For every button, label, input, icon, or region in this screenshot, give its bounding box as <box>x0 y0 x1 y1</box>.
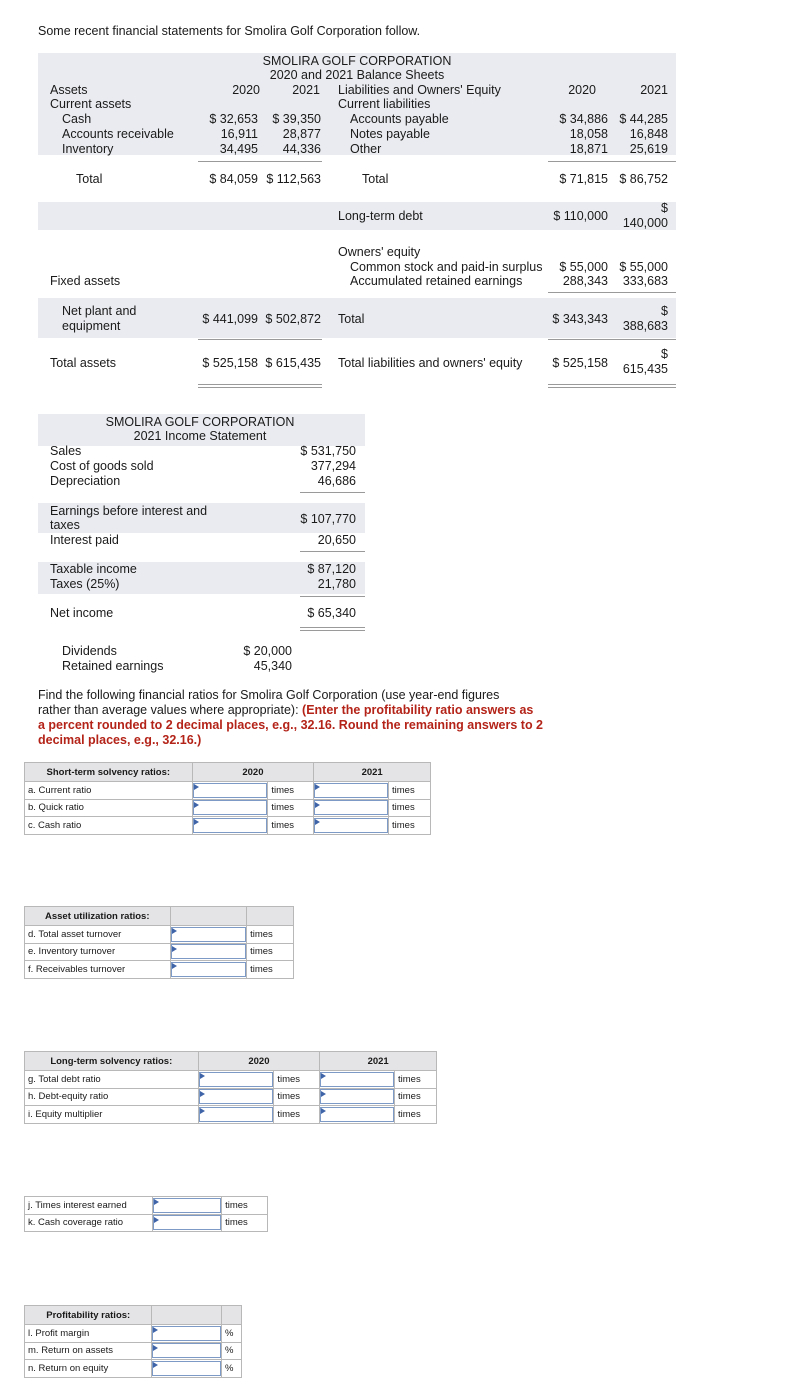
unit-label: times <box>389 799 431 817</box>
ltd-2021-sign: $ <box>661 201 668 215</box>
answer-cell <box>152 1197 222 1215</box>
answer-cell <box>314 799 389 817</box>
cash-2021: $ 39,350 <box>272 112 321 126</box>
assets-year-2020: 2020 <box>232 83 260 97</box>
row-label: d. Total asset turnover <box>25 926 171 944</box>
taxes-value: 21,780 <box>317 577 356 591</box>
cash-label: Cash <box>62 112 92 126</box>
is-company: SMOLIRA GOLF CORPORATION <box>105 415 295 429</box>
ap-2021: $ 44,285 <box>619 112 668 126</box>
dividends-label: Dividends <box>62 644 117 658</box>
table-header <box>25 1052 437 1071</box>
unit-label: times <box>389 817 431 835</box>
col-2021: 2021 <box>314 763 431 782</box>
net-plant-label-1: Net plant and <box>62 304 137 318</box>
double-rule <box>300 627 365 631</box>
owners-equity-label: Owners' equity <box>338 245 421 259</box>
liab-year-2020: 2020 <box>568 83 596 97</box>
cl-total-2021: $ 86,752 <box>619 172 668 186</box>
is-title: 2021 Income Statement <box>133 429 267 443</box>
header-blank <box>152 1306 222 1325</box>
inventory-label: Inventory <box>62 142 114 156</box>
net-income-value: $ 65,340 <box>307 606 356 620</box>
unit-label: times <box>268 817 314 835</box>
is-retained-label: Retained earnings <box>62 659 164 673</box>
asset-util-table <box>24 906 294 979</box>
unit-label: times <box>222 1197 268 1215</box>
current-ratio-2021-input[interactable] <box>314 783 388 798</box>
ltd-2021: 140,000 <box>622 216 668 230</box>
col-2020: 2020 <box>198 1052 320 1071</box>
col-2021: 2021 <box>320 1052 437 1071</box>
ar-2020: 16,911 <box>220 127 258 141</box>
unit-label: times <box>274 1088 320 1106</box>
cl-total-2020: $ 71,815 <box>559 172 608 186</box>
short-term-table <box>24 762 431 835</box>
instructions-line-2 <box>38 703 533 717</box>
unit-label: times <box>274 1106 320 1124</box>
rule <box>198 339 322 340</box>
unit-label: times <box>395 1088 437 1106</box>
equity-multiplier-2020-input[interactable] <box>199 1107 274 1122</box>
table-row <box>25 799 431 817</box>
ebit-value: $ 107,770 <box>300 512 356 526</box>
row-label: k. Cash coverage ratio <box>25 1214 153 1232</box>
answer-cell <box>170 926 247 944</box>
row-label: l. Profit margin <box>25 1325 152 1343</box>
ap-2020: $ 34,886 <box>559 112 608 126</box>
taxable-value: $ 87,120 <box>307 562 356 576</box>
oe-total-2021-sign: $ <box>661 304 668 318</box>
row-label: c. Cash ratio <box>25 817 193 835</box>
np-2021: 16,848 <box>629 127 668 141</box>
row-label: h. Debt-equity ratio <box>25 1088 199 1106</box>
current-ratio-2020-input[interactable] <box>193 783 268 798</box>
rule <box>548 161 676 162</box>
answer-cell <box>152 1342 222 1360</box>
row-label: j. Times interest earned <box>25 1197 153 1215</box>
return-on-equity-input[interactable] <box>152 1361 221 1376</box>
assets-header: Assets <box>50 83 88 97</box>
ap-label: Accounts payable <box>350 112 449 126</box>
total-le-2020: $ 525,158 <box>552 356 608 370</box>
other-2021: 25,619 <box>629 142 668 156</box>
inventory-turnover-input[interactable] <box>171 944 247 959</box>
header-blank <box>170 907 247 926</box>
answer-cell <box>314 817 389 835</box>
current-liabilities-label: Current liabilities <box>338 97 431 111</box>
unit-label: % <box>222 1360 242 1378</box>
total-debt-ratio-2021-input[interactable] <box>320 1072 394 1087</box>
answer-cell <box>170 943 247 961</box>
row-label: a. Current ratio <box>25 782 193 800</box>
sales-value: $ 531,750 <box>300 444 356 458</box>
cash-coverage-ratio-input[interactable] <box>153 1215 222 1230</box>
intro-text: Some recent financial statements for Smolira Golf Corporation follow. <box>38 24 421 38</box>
table-row <box>25 1071 437 1089</box>
table-row <box>25 1342 242 1360</box>
ltd-label: Long-term debt <box>338 209 423 223</box>
liab-header: Liabilities and Owners' Equity <box>338 83 501 97</box>
np-label: Notes payable <box>350 127 430 141</box>
sales-label: Sales <box>50 444 82 458</box>
unit-label: times <box>395 1106 437 1124</box>
double-rule <box>548 384 676 388</box>
total-le-2021: 615,435 <box>622 362 668 376</box>
table-header <box>25 907 294 926</box>
header-blank <box>222 1306 242 1325</box>
unit-label: times <box>389 782 431 800</box>
row-label: g. Total debt ratio <box>25 1071 199 1089</box>
table-row <box>25 1106 437 1124</box>
bs-title: 2020 and 2021 Balance Sheets <box>269 68 445 82</box>
common-stock-label: Common stock and paid-in surplus <box>350 260 543 274</box>
net-plant-2021: $ 502,872 <box>265 312 321 326</box>
instructions-line-1: Find the following financial ratios for Smolira Golf Corporation (use year-end figures <box>38 688 500 702</box>
unit-label: times <box>247 961 294 979</box>
oe-total-2020: $ 343,343 <box>552 312 608 326</box>
answer-cell <box>192 799 268 817</box>
table-row <box>25 782 431 800</box>
table-row <box>25 1325 242 1343</box>
answer-cell <box>192 782 268 800</box>
unit-label: % <box>222 1342 242 1360</box>
retained-2020: 288,343 <box>562 274 608 288</box>
rule <box>300 596 365 597</box>
answer-cell <box>320 1106 395 1124</box>
answer-cell <box>170 961 247 979</box>
unit-label: times <box>247 926 294 944</box>
unit-label: % <box>222 1325 242 1343</box>
col-2020: 2020 <box>192 763 314 782</box>
answer-cell <box>320 1088 395 1106</box>
instructions-line-3: a percent rounded to 2 decimal places, e.g., 32.16. Round the remaining answers to 2 <box>38 718 544 732</box>
ebit-label-1: Earnings before interest and <box>50 504 208 518</box>
current-assets-label: Current assets <box>50 97 132 111</box>
answer-cell <box>320 1071 395 1089</box>
net-income-label: Net income <box>50 606 114 620</box>
total-le-label: Total liabilities and owners' equity <box>338 356 523 370</box>
retained-2021: 333,683 <box>622 274 668 288</box>
rule <box>300 551 365 552</box>
short-term-header: Short-term solvency ratios: <box>25 763 193 782</box>
ar-label: Accounts receivable <box>62 127 174 141</box>
interest-value: 20,650 <box>317 533 356 547</box>
other-label: Other <box>350 142 382 156</box>
oe-total-label: Total <box>338 312 365 326</box>
dep-value: 46,686 <box>317 474 356 488</box>
rule <box>548 339 676 340</box>
double-rule <box>198 384 322 388</box>
total-assets-2021: $ 615,435 <box>265 356 321 370</box>
debt-equity-ratio-2020-input[interactable] <box>199 1089 274 1104</box>
unit-label: times <box>268 782 314 800</box>
total-asset-turnover-input[interactable] <box>171 927 247 942</box>
table-row <box>25 961 294 979</box>
net-plant-2020: $ 441,099 <box>202 312 258 326</box>
row-label: e. Inventory turnover <box>25 943 171 961</box>
oe-total-2021: 388,683 <box>622 319 668 333</box>
total-assets-label: Total assets <box>50 356 117 370</box>
asset-util-header: Asset utilization ratios: <box>25 907 171 926</box>
ca-total-2020: $ 84,059 <box>209 172 258 186</box>
table-header <box>25 1306 242 1325</box>
ebit-label-2: taxes <box>50 518 80 532</box>
table-row <box>25 926 294 944</box>
cash-ratio-2020-input[interactable] <box>193 818 268 833</box>
table-row <box>25 943 294 961</box>
ltd-2020: $ 110,000 <box>553 209 608 223</box>
instructions-line-4: decimal places, e.g., 32.16.) <box>38 733 202 747</box>
row-label: b. Quick ratio <box>25 799 193 817</box>
debt-equity-ratio-2021-input[interactable] <box>320 1089 394 1104</box>
answer-cell <box>198 1071 274 1089</box>
total-debt-ratio-2020-input[interactable] <box>199 1072 274 1087</box>
table-row <box>25 817 431 835</box>
row-label: m. Return on assets <box>25 1342 152 1360</box>
cogs-value: 377,294 <box>310 459 356 473</box>
coverage-table <box>24 1196 268 1232</box>
ca-total-label: Total <box>76 172 103 186</box>
answer-cell <box>152 1360 222 1378</box>
header-blank <box>247 907 294 926</box>
unit-label: times <box>274 1071 320 1089</box>
answer-cell <box>152 1214 222 1232</box>
rule <box>300 492 365 493</box>
table-header <box>25 763 431 782</box>
table-row <box>25 1360 242 1378</box>
retained-label: Accumulated retained earnings <box>350 274 523 288</box>
row-label: n. Return on equity <box>25 1360 152 1378</box>
liab-year-2021: 2021 <box>640 83 668 97</box>
answer-cell <box>152 1325 222 1343</box>
rule <box>198 161 322 162</box>
row-label: i. Equity multiplier <box>25 1106 199 1124</box>
unit-label: times <box>247 943 294 961</box>
np-2020: 18,058 <box>569 127 608 141</box>
common-stock-2021: $ 55,000 <box>619 260 668 274</box>
return-on-assets-input[interactable] <box>152 1343 221 1358</box>
ar-2021: 28,877 <box>282 127 321 141</box>
interest-label: Interest paid <box>50 533 119 547</box>
table-row <box>25 1197 268 1215</box>
assets-year-2021: 2021 <box>292 83 320 97</box>
dep-label: Depreciation <box>50 474 121 488</box>
inventory-2021: 44,336 <box>282 142 321 156</box>
times-interest-earned-input[interactable] <box>153 1198 222 1213</box>
long-term-header: Long-term solvency ratios: <box>25 1052 199 1071</box>
answer-cell <box>198 1106 274 1124</box>
quick-ratio-2021-input[interactable] <box>314 800 388 815</box>
fixed-assets-label: Fixed assets <box>50 274 121 288</box>
answer-cell <box>192 817 268 835</box>
total-assets-2020: $ 525,158 <box>202 356 258 370</box>
cl-total-label: Total <box>362 172 389 186</box>
answer-cell <box>314 782 389 800</box>
ca-total-2021: $ 112,563 <box>266 172 321 186</box>
cogs-label: Cost of goods sold <box>50 459 154 473</box>
inventory-2020: 34,495 <box>219 142 258 156</box>
net-plant-label-2: equipment <box>62 319 121 333</box>
is-retained-value: 45,340 <box>253 659 292 673</box>
table-row <box>25 1214 268 1232</box>
unit-label: times <box>268 799 314 817</box>
bs-company: SMOLIRA GOLF CORPORATION <box>262 54 452 68</box>
cash-2020: $ 32,653 <box>209 112 258 126</box>
unit-label: times <box>395 1071 437 1089</box>
taxes-label: Taxes (25%) <box>50 577 120 591</box>
row-label: f. Receivables turnover <box>25 961 171 979</box>
receivables-turnover-input[interactable] <box>171 962 247 977</box>
answer-cell <box>198 1088 274 1106</box>
instructions-line-2-red: (Enter the profitability ratio answers as <box>302 703 534 717</box>
other-2020: 18,871 <box>569 142 608 156</box>
long-term-table <box>24 1051 437 1124</box>
profit-margin-input[interactable] <box>152 1326 221 1341</box>
profitability-header: Profitability ratios: <box>25 1306 152 1325</box>
instructions-line-2-plain: rather than average values where appropriate): <box>38 703 303 717</box>
rule <box>548 292 676 293</box>
cash-ratio-2021-input[interactable] <box>314 818 388 833</box>
common-stock-2020: $ 55,000 <box>559 260 608 274</box>
total-le-2021-sign: $ <box>661 347 668 361</box>
unit-label: times <box>222 1214 268 1232</box>
taxable-label: Taxable income <box>50 562 137 576</box>
dividends-value: $ 20,000 <box>243 644 292 658</box>
profitability-table <box>24 1305 242 1378</box>
table-row <box>25 1088 437 1106</box>
quick-ratio-2020-input[interactable] <box>193 800 268 815</box>
equity-multiplier-2021-input[interactable] <box>320 1107 394 1122</box>
